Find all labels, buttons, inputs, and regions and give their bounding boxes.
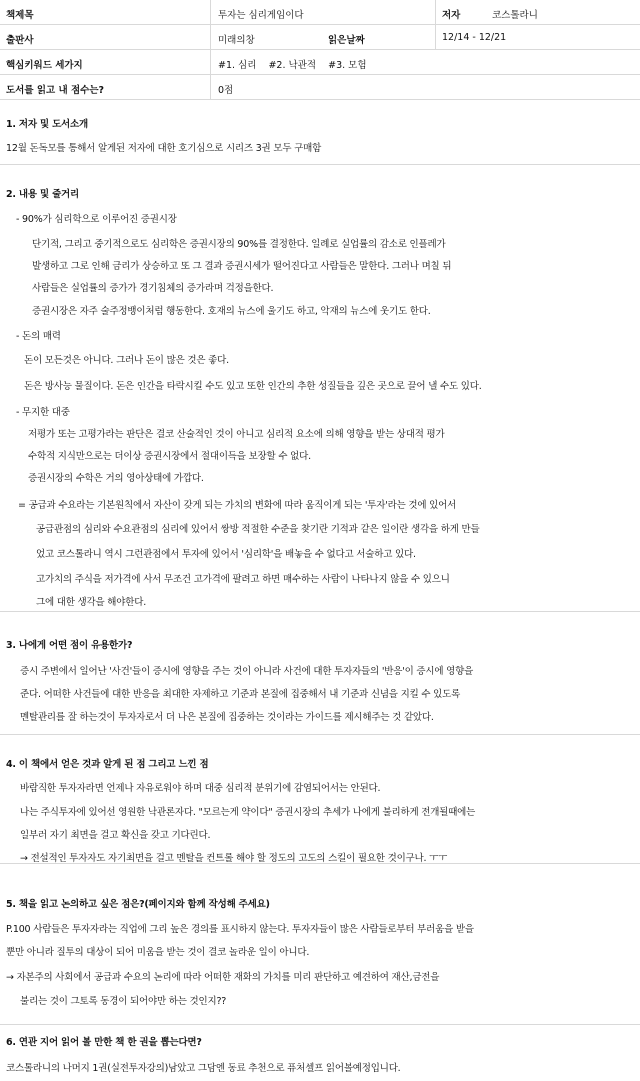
author-value[interactable]: 코스톨라니 — [492, 10, 538, 21]
title-value[interactable]: 투자는 심리게임이다 — [218, 10, 304, 21]
section-text-line: → 자본주의 사회에서 공급과 수요의 논리에 따라 어떠한 재화의 가치를 미리 판단하고 예견하여 재산,금전을 — [6, 972, 440, 983]
section-text-line: 바람직한 투자자라면 언제나 자유로워야 하며 대중 심리적 분위기에 감염되어서는 안된다. — [20, 783, 381, 794]
section-text-line: 불리는 것이 그토록 동경이 되어야만 하는 것인지?? — [20, 996, 227, 1007]
section-text-line: → 전설적인 투자자도 자기최면을 걸고 멘탈을 컨트롤 해야 할 정도의 고도의 스킬이 필요한 것이구나. ㅜㅜ — [20, 853, 448, 864]
section-heading: 5. 책을 읽고 논의하고 싶은 점은?(페이지와 함께 작성해 주세요) — [6, 899, 270, 910]
publisher-label: 출판사 — [6, 35, 34, 46]
section-text-line: 증시 주변에서 일어난 '사건'들이 증시에 영향을 주는 것이 아니라 사건에 대한 투자자들의 '반응'이 증시에 영향을 — [20, 666, 474, 677]
section-heading: 4. 이 책에서 얻은 것과 알게 된 점 그리고 느낀 점 — [6, 759, 209, 770]
section-heading: 6. 연관 지어 읽어 볼 만한 책 한 권을 뽑는다면? — [6, 1037, 202, 1048]
section-text-line: 돈은 방사능 물질이다. 돈은 인간을 타락시킬 수도 있고 또한 인간의 추한 성질들을 깊은 곳으로 끌어 낼 수도 있다. — [24, 381, 482, 392]
section-text-line: P.100 사람들은 투자자라는 직업에 그리 높은 경의를 표시하지 않는다. 투자자들이 많은 사람들로부터 부러움을 받을 — [6, 924, 474, 935]
section-text-line: - 90%가 심리학으로 이루어진 증권시장 — [16, 214, 177, 225]
section-text-line: - 무지한 대중 — [16, 407, 70, 418]
section-text-line: 뿐만 아니라 질투의 대상이 되어 미움을 받는 것이 결코 놀라운 일이 아니다. — [6, 947, 310, 958]
section-text-line: = 공급과 수요라는 기본원칙에서 자산이 갖게 되는 가치의 변화에 따라 움직이게 되는 '투자'라는 것에 있어서 — [18, 500, 457, 511]
section-text-line: 단기적, 그리고 중기적으로도 심리학은 증권시장의 90%를 결정한다. 일례로 실업률의 감소로 인플레가 — [32, 239, 446, 250]
section-text-line: 코스톨라니의 나머지 1권(실전투자강의)남았고 그담엔 동료 추천으로 퓨처셀프 읽어볼예정입니다. — [6, 1063, 401, 1074]
section-text-line: 고가치의 주식을 저가격에 사서 무조건 고가격에 팔려고 하면 매수하는 사람이 나타나지 않을 수 있으니 — [36, 574, 450, 585]
section-text-line: 수학적 지식만으로는 더이상 증권시장에서 절대이득을 보장할 수 없다. — [28, 451, 311, 462]
section-text-line: 사람들은 실업률의 증가가 경기침체의 증가라며 걱정을한다. — [32, 283, 274, 294]
section-text-line: 증권시장의 수학은 거의 영아상태에 가깝다. — [28, 473, 204, 484]
read-date-value[interactable]: 12/14 - 12/21 — [442, 32, 507, 43]
section-heading: 1. 저자 및 도서소개 — [6, 119, 88, 130]
section-text-line: 나는 주식투자에 있어선 영원한 낙관론자다. "모르는게 약이다" 증권시장의 추세가 나에게 불리하게 전개될때에는 — [20, 807, 476, 818]
section-1-block — [0, 100, 640, 165]
section-text-line: 그에 대한 생각을 해야한다. — [36, 597, 147, 608]
score-label: 도서를 읽고 내 점수는? — [6, 85, 105, 96]
title-label: 책제목 — [6, 10, 34, 21]
section-text-line: 저평가 또는 고평가라는 판단은 결코 산술적인 것이 아니고 심리적 요소에 의해 영향을 받는 상대적 평가 — [28, 429, 445, 440]
publisher-value[interactable]: 미래의창 — [218, 35, 255, 46]
section-text-line: 증권시장은 자주 술주정뱅이처럼 행동한다. 호재의 뉴스에 울기도 하고, 악재의 뉴스에 웃기도 한다. — [32, 306, 431, 317]
section-heading: 2. 내용 및 줄거리 — [6, 189, 80, 200]
info-row-publisher — [0, 25, 640, 50]
section-text-line: 돈이 모든것은 아니다. 그러나 돈이 많은 것은 좋다. — [24, 355, 229, 366]
section-text-line: 준다. 어떠한 사건들에 대한 반응을 최대한 자제하고 기준과 본질에 집중해서 내 기준과 신념을 지킬 수 있도록 — [20, 689, 461, 700]
section-text-line: 멘탈관리를 잘 하는것이 투자자로서 더 나은 본질에 집중하는 것이라는 가이드를 제시해주는 것 같았다. — [20, 712, 434, 723]
keywords-label: 핵심키워드 세가지 — [6, 60, 83, 71]
section-text-line: 12월 돈독모를 통해서 알게된 저자에 대한 호기심으로 시리즈 3권 모두 구매함 — [6, 143, 322, 154]
section-4-block — [0, 735, 640, 864]
section-text-line: - 돈의 매력 — [16, 331, 61, 342]
section-heading: 3. 나에게 어떤 점이 유용한가? — [6, 640, 133, 651]
score-value[interactable]: 0점 — [218, 85, 234, 96]
column-divider — [435, 0, 436, 50]
section-text-line: 공급관점의 심리와 수요관점의 심리에 있어서 쌍방 적절한 수준을 찾기란 기적과 같은 일이란 생각을 하게 만들 — [36, 524, 480, 535]
section-text-line: 일부러 자기 최면을 걸고 확신을 갖고 기다린다. — [20, 830, 211, 841]
read-date-label: 읽은날짜 — [328, 35, 365, 46]
info-row-title — [0, 0, 640, 25]
keywords-value[interactable]: #1. 심리 #2. 낙관적 #3. 모험 — [218, 60, 367, 71]
author-label: 저자 — [442, 10, 461, 21]
column-divider — [210, 0, 211, 100]
section-text-line: 발생하고 그로 인해 금리가 상승하고 또 그 결과 증권시세가 떨어진다고 사람들은 말한다. 그러나 며칠 뒤 — [32, 261, 452, 272]
section-text-line: 었고 코스톨라니 역시 그런관점에서 투자에 있어서 '심리학'을 배놓을 수 없다고 서술하고 있다. — [36, 549, 416, 560]
